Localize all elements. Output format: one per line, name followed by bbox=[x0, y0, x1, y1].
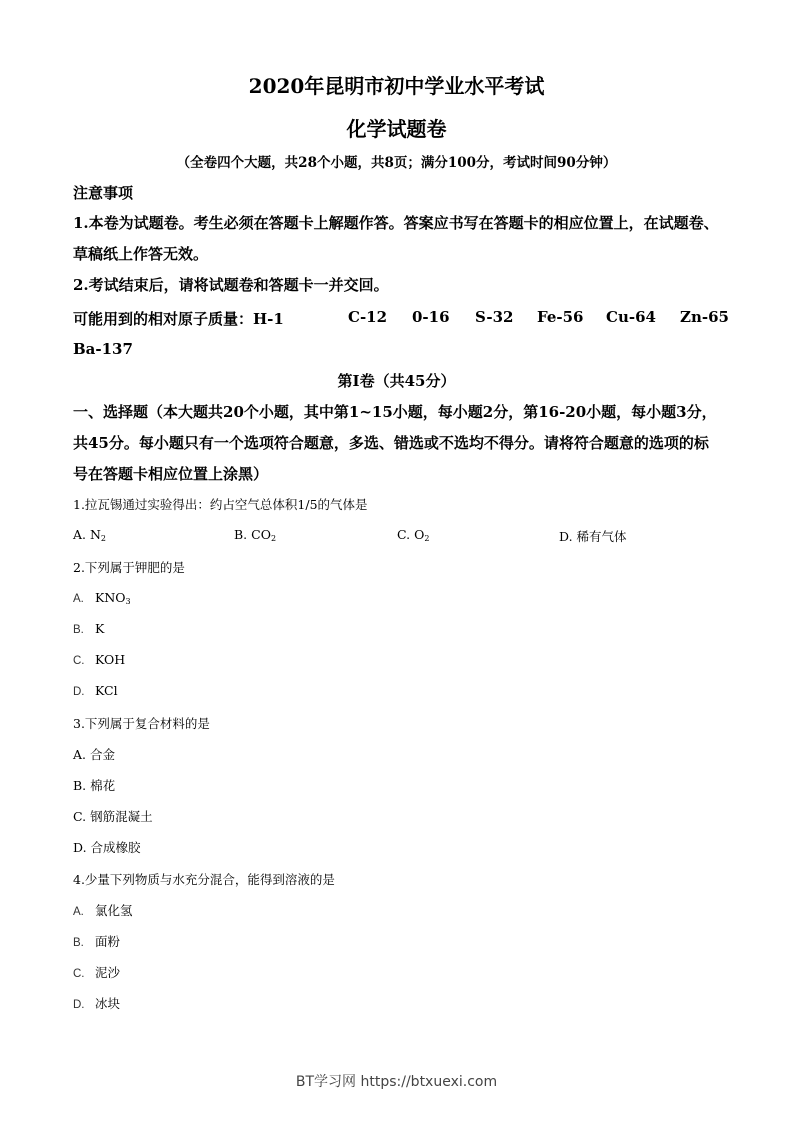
atomic-mass-s: S-32 bbox=[475, 308, 514, 326]
question-4-option-c bbox=[73, 963, 120, 981]
question-4-stem: 4.少量下列物质与水充分混合，能得到溶液的是 bbox=[73, 872, 335, 887]
option-text: KOH bbox=[95, 652, 126, 667]
exam-subject: 化学试题卷 bbox=[346, 117, 447, 141]
section-instructions: 一、选择题（本大题共20个小题，其中第1~15小题，每小题2分，第16-20小题，每小题3分，共45分。每小题只有一个选项符合题意，多选、错选或不选均不得分。请将符合题意的选项的标号在答题卡相应位置上涂黑） bbox=[73, 403, 717, 483]
option-text: 泥沙 bbox=[95, 965, 121, 980]
exam-info: （全卷四个大题，共28个小题，共8页；满分100分，考试时间90分钟） bbox=[176, 155, 617, 171]
notes-item-1: 1.本卷为试题卷。考生必须在答题卡上解题作答。答案应书写在答题卡的相应位置上，在试题卷、草稿纸上作答无效。 bbox=[73, 214, 719, 263]
atomic-mass-ba: Ba-137 bbox=[73, 340, 133, 358]
atomic-mass-label: 可能用到的相对原子质量：H-1 bbox=[73, 310, 284, 328]
atomic-mass-o: 0-16 bbox=[412, 308, 450, 326]
option-letter: B. bbox=[73, 937, 84, 949]
option-letter: D. bbox=[73, 686, 85, 698]
question-3-option-d: D. 合成橡胶 bbox=[73, 840, 141, 855]
option-subscript: 2 bbox=[270, 534, 277, 543]
notes-heading: 注意事项 bbox=[73, 184, 134, 202]
option-subscript: 2 bbox=[424, 534, 430, 543]
exam-title: 2020年昆明市初中学业水平考试 bbox=[248, 74, 545, 98]
option-text: K bbox=[95, 621, 105, 636]
question-1-stem: 1.拉瓦锡通过实验得出：约占空气总体积1/5的气体是 bbox=[73, 497, 368, 512]
question-3-option-b: B. 棉花 bbox=[73, 778, 116, 793]
option-text: KNO bbox=[95, 590, 126, 605]
option-letter: B. bbox=[73, 624, 84, 636]
option-text: B. CO bbox=[234, 527, 271, 542]
atomic-mass-zn: Zn-65 bbox=[680, 308, 729, 326]
question-2-option-c bbox=[73, 652, 125, 667]
section-title: 第Ⅰ卷（共45分） bbox=[337, 372, 456, 390]
option-text: 冰块 bbox=[95, 996, 121, 1011]
question-4-option-b bbox=[73, 932, 120, 950]
question-4-option-a bbox=[73, 901, 133, 919]
question-3-option-c: C. 钢筋混凝土 bbox=[73, 809, 153, 824]
question-2-option-d bbox=[73, 683, 118, 698]
option-text: A. N bbox=[73, 527, 101, 542]
option-subscript: 2 bbox=[100, 534, 107, 543]
footer-watermark: BT学习网 https://btxuexi.com bbox=[295, 1074, 498, 1090]
atomic-mass-fe: Fe-56 bbox=[537, 308, 584, 326]
option-text: C. O bbox=[397, 527, 425, 542]
option-letter: D. bbox=[73, 999, 85, 1011]
question-1-option-d: D. 稀有气体 bbox=[559, 529, 627, 544]
question-1-option-a bbox=[73, 527, 106, 543]
notes-item-2: 2.考试结束后，请将试题卷和答题卡一并交回。 bbox=[73, 276, 389, 294]
option-text: 氯化氢 bbox=[95, 903, 133, 918]
option-letter: C. bbox=[73, 655, 85, 667]
question-3-stem: 3.下列属于复合材料的是 bbox=[73, 716, 210, 731]
question-2-stem: 2.下列属于钾肥的是 bbox=[73, 560, 185, 575]
option-text: KCl bbox=[95, 683, 118, 698]
question-2-option-a bbox=[73, 590, 131, 606]
option-subscript: 3 bbox=[125, 597, 131, 606]
question-3-option-a: A. 合金 bbox=[73, 747, 115, 762]
question-4-option-d bbox=[73, 994, 120, 1012]
question-1-option-c bbox=[397, 527, 429, 543]
question-1-option-b bbox=[234, 527, 276, 543]
atomic-mass-cu: Cu-64 bbox=[606, 308, 656, 326]
question-2-option-b bbox=[73, 621, 104, 636]
option-letter: C. bbox=[73, 968, 85, 980]
option-text: 面粉 bbox=[95, 934, 121, 949]
option-letter: A. bbox=[73, 906, 84, 918]
option-letter: A. bbox=[73, 593, 84, 605]
atomic-mass-c: C-12 bbox=[348, 308, 388, 326]
